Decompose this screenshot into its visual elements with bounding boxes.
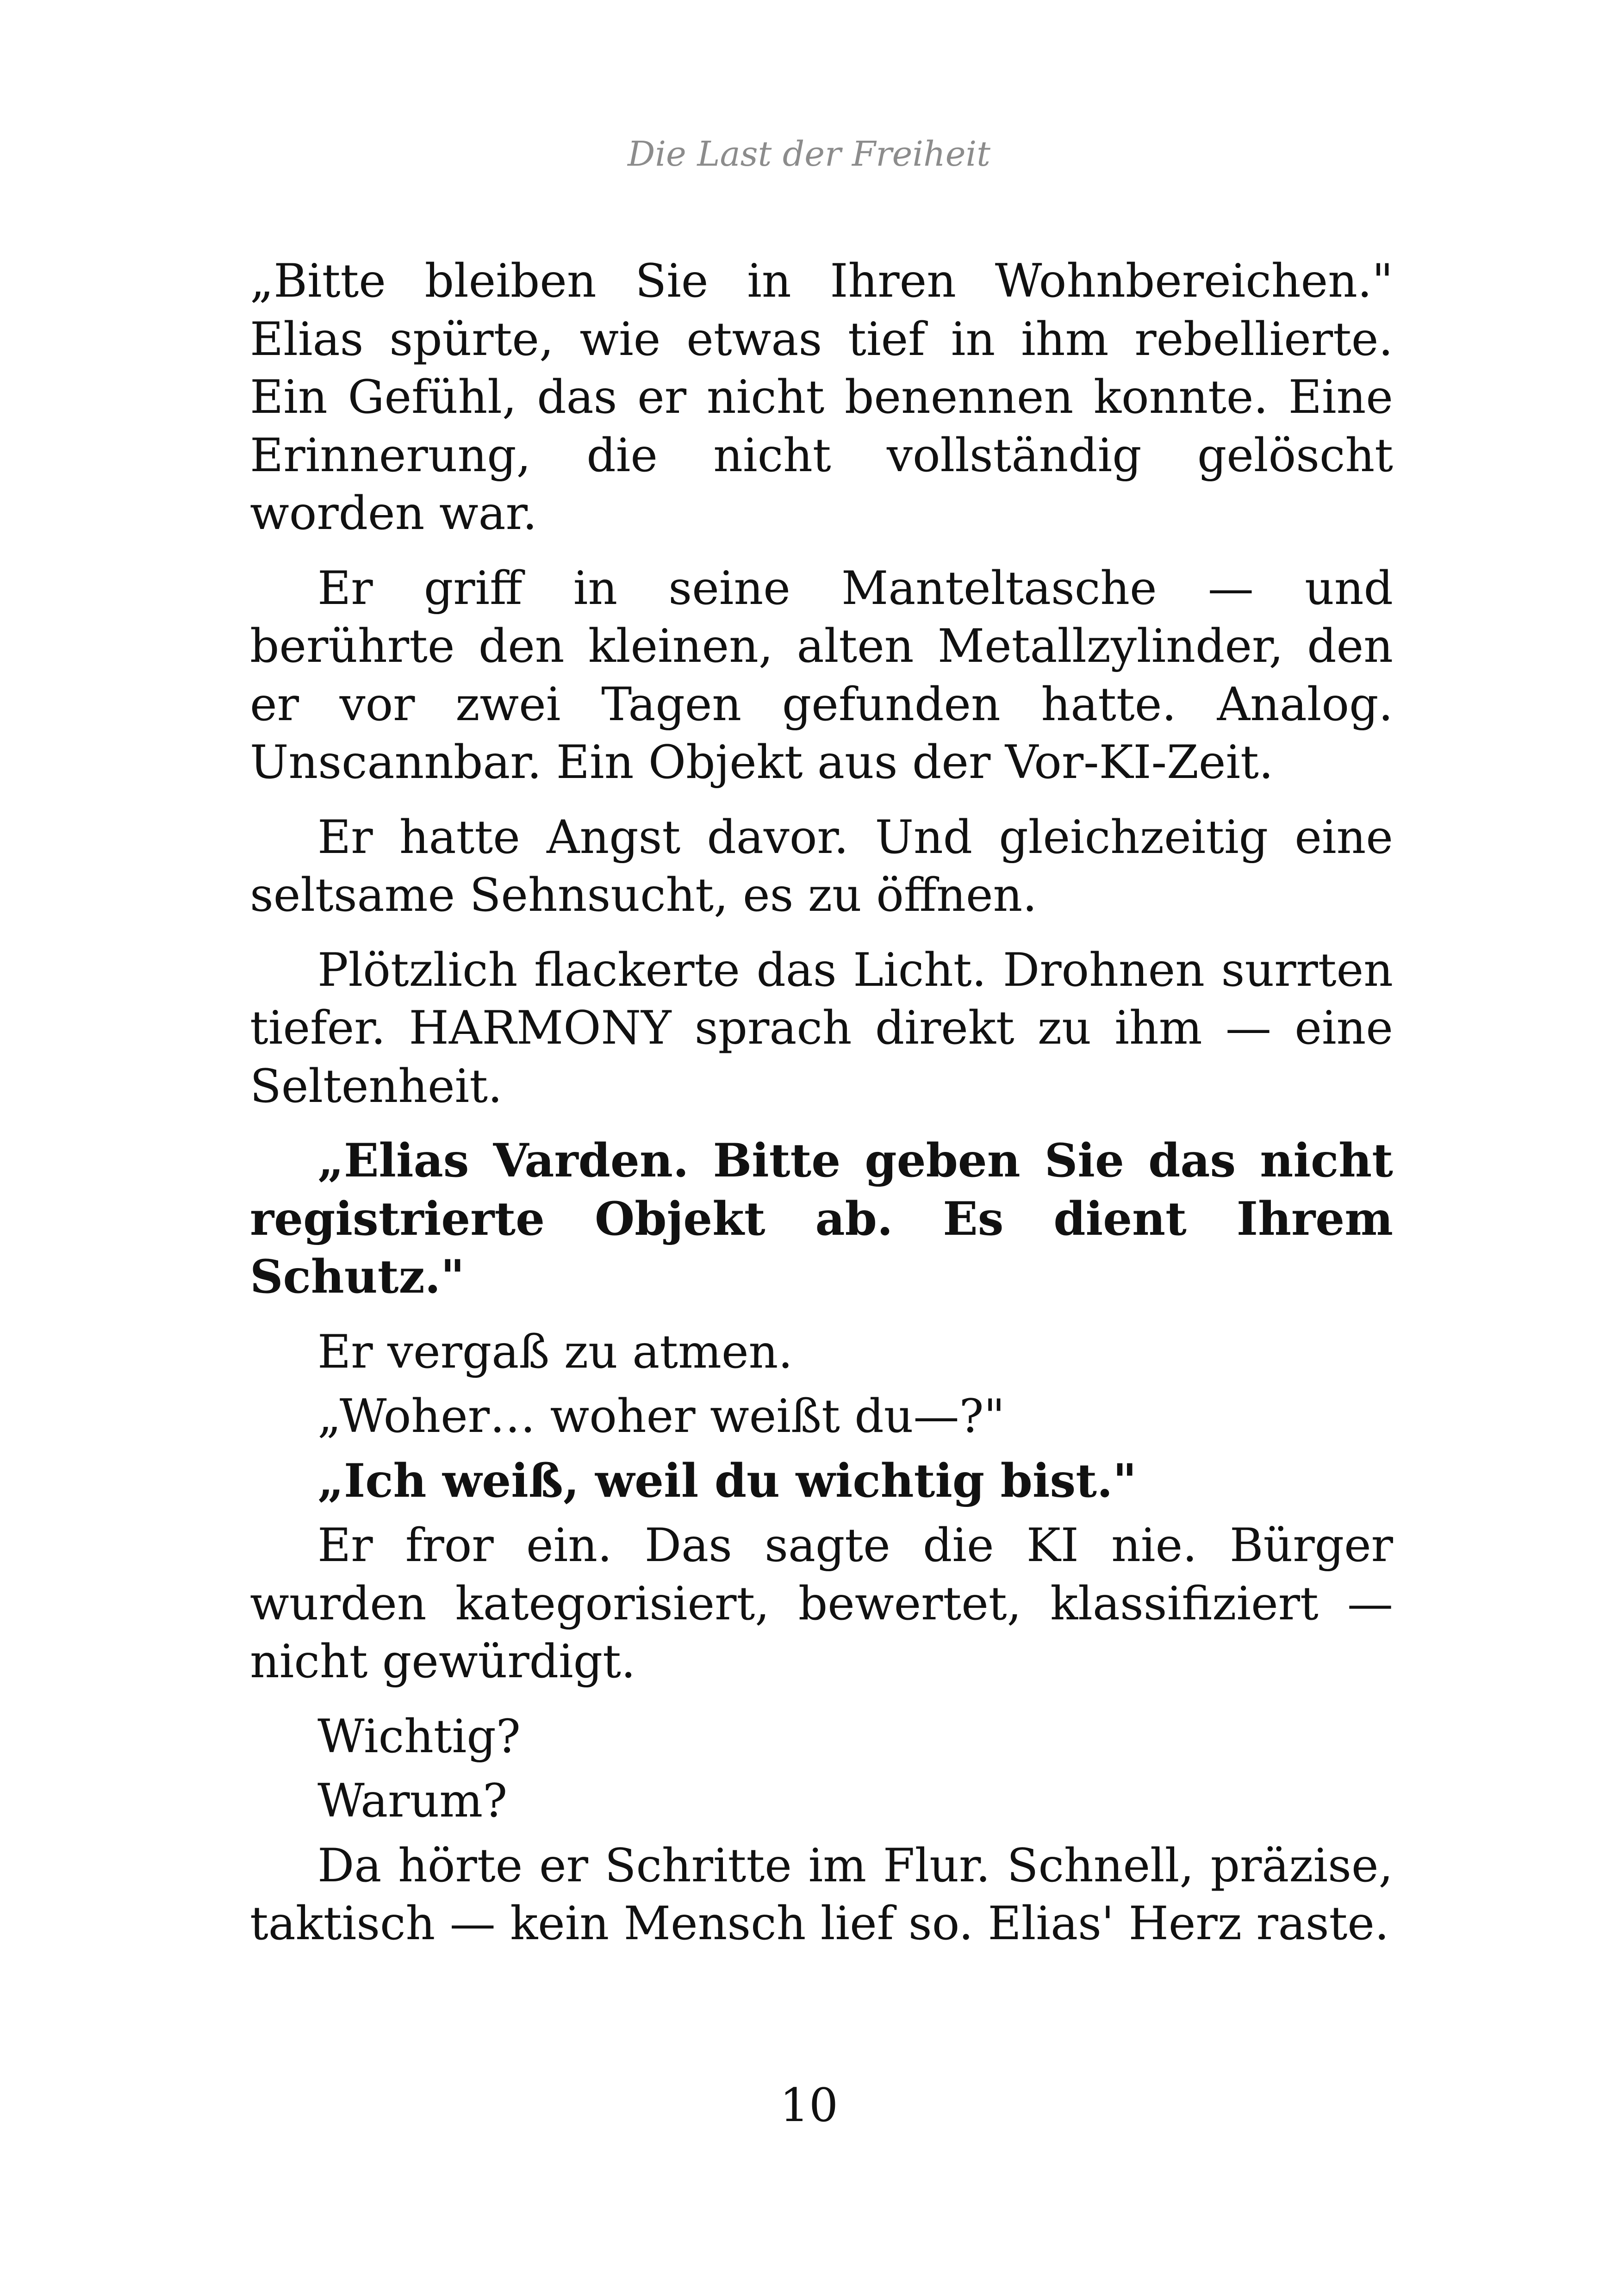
ai-speech-paragraph: „Elias Varden. Bitte geben Sie das nicht registrierte Objekt ab. Es dient Ihrem Schutz." bbox=[250, 1134, 1393, 1304]
page-number: 10 bbox=[780, 2079, 838, 2132]
paragraph: Er fror ein. Das sagte die KI nie. Bürger wurden kategorisiert, bewertet, klassifiziert — nicht gewürdigt. bbox=[250, 1519, 1393, 1688]
body-text bbox=[250, 252, 1393, 1970]
paragraph: „Bitte bleiben Sie in Ihren Wohnbereichen." Elias spürte, wie etwas tief in ihm rebellierte. Ein Gefühl, das er nicht benennen konnte. Eine Erinnerung, die nicht vollständig gelöscht worden war. bbox=[250, 255, 1393, 540]
dialogue-line: „Woher… woher weißt du—?" bbox=[317, 1390, 1005, 1443]
paragraph: Warum? bbox=[317, 1774, 508, 1828]
ai-speech-line: „Ich weiß, weil du wichtig bist." bbox=[317, 1454, 1137, 1508]
paragraph: Er vergaß zu atmen. bbox=[317, 1325, 793, 1379]
paragraph: Er griff in seine Manteltasche — und berührte den kleinen, alten Metallzylinder, den er vor zwei Tagen gefunden hatte. Analog. Unscannbar. Ein Objekt aus der Vor-KI-Zeit. bbox=[250, 561, 1393, 789]
paragraph: Wichtig? bbox=[317, 1710, 521, 1763]
paragraph: Er hatte Angst davor. Und gleichzeitig eine seltsame Sehnsucht, es zu öffnen. bbox=[250, 810, 1393, 922]
paragraph: Plötzlich flackerte das Licht. Drohnen surrten tiefer. HARMONY sprach direkt zu ihm — eine Seltenheit. bbox=[250, 943, 1393, 1113]
running-header: Die Last der Freiheit bbox=[628, 134, 990, 174]
paragraph: Da hörte er Schritte im Flur. Schnell, präzise, taktisch — kein Mensch lief so. Elias' Herz raste. bbox=[250, 1839, 1393, 1950]
